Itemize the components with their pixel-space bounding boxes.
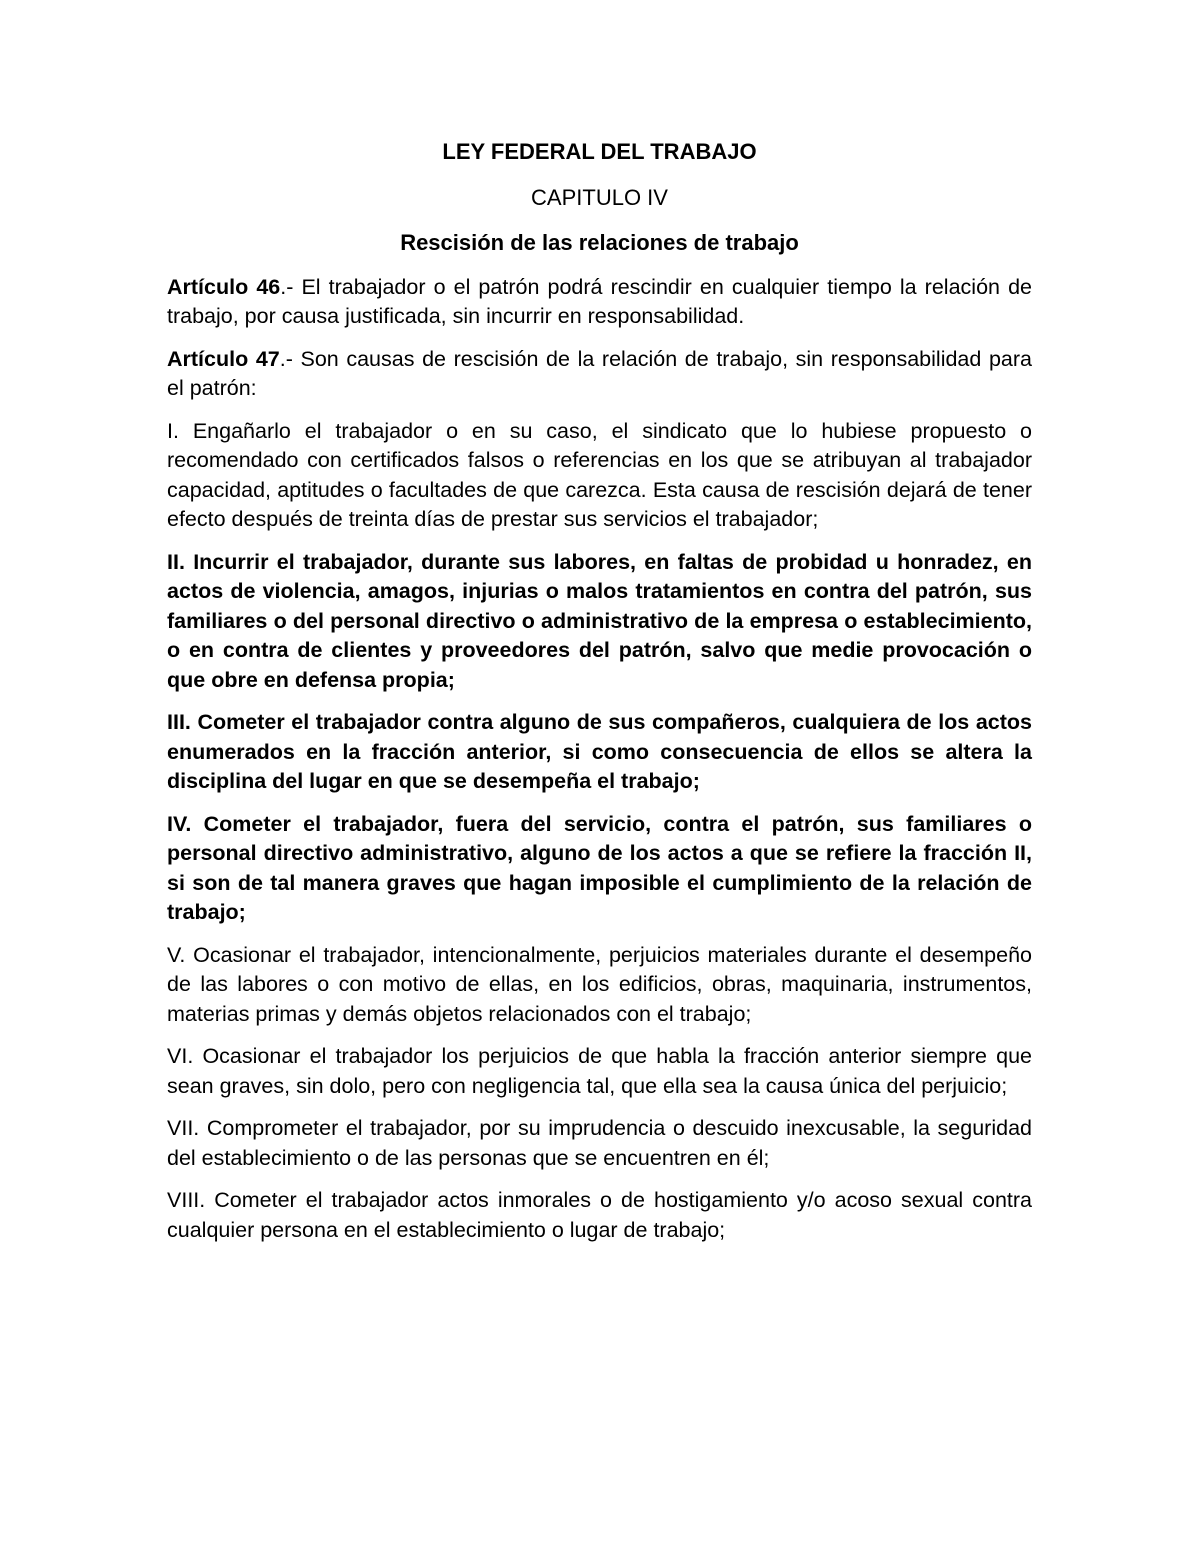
article-47-text: .- Son causas de rescisión de la relación de trabajo, sin responsabilidad para el patrón: xyxy=(167,346,1032,400)
article-47-label: Artículo 47 xyxy=(167,346,280,371)
article-46-label: Artículo 46 xyxy=(167,274,281,299)
fraction-v: V. Ocasionar el trabajador, intencionalmente, perjuicios materiales durante el desempeño de las labores o con motivo de ellas, en los edificios, obras, maquinaria, instrumentos, materias primas y demás objetos relacionados con el trabajo; xyxy=(167,942,1032,1026)
article-47 xyxy=(167,345,1032,404)
document-page xyxy=(167,0,1032,1245)
fraction-i: I. Engañarlo el trabajador o en su caso, el sindicato que lo hubiese propuesto o recomendado con certificados falsos o referencias en los que se atribuyan al trabajador capacidad, aptitudes o facultades de que carezca. Esta causa de rescisión dejará de tener efecto después de treinta días de prestar sus servicios el trabajador; xyxy=(167,418,1032,531)
document-title: LEY FEDERAL DEL TRABAJO xyxy=(442,139,757,164)
fraction-iv: IV. Cometer el trabajador, fuera del servicio, contra el patrón, sus familiares o personal directivo administrativo, alguno de los actos a que se refiere la fracción II, si son de tal manera graves que hagan imposible el cumplimiento de la relación de trabajo; xyxy=(167,811,1032,924)
article-46 xyxy=(167,273,1032,332)
fraction-viii: VIII. Cometer el trabajador actos inmorales o de hostigamiento y/o acoso sexual contra cualquier persona en el establecimiento o lugar de trabajo; xyxy=(167,1188,1032,1242)
fraction-vi: VI. Ocasionar el trabajador los perjuicios de que habla la fracción anterior siempre que sean graves, sin dolo, pero con negligencia tal, que ella sea la causa única del perjuicio; xyxy=(167,1044,1032,1098)
chapter-title: Rescisión de las relaciones de trabajo xyxy=(400,230,799,255)
chapter-number: CAPITULO IV xyxy=(531,184,668,210)
fraction-vii: VII. Comprometer el trabajador, por su imprudencia o descuido inexcusable, la seguridad del establecimiento o de las personas que se encuentren en él; xyxy=(167,1116,1032,1170)
article-46-text: .- El trabajador o el patrón podrá rescindir en cualquier tiempo la relación de trabajo, por causa justificada, sin incurrir en responsabilidad. xyxy=(167,274,1032,328)
fraction-ii: II. Incurrir el trabajador, durante sus labores, en faltas de probidad u honradez, en actos de violencia, amagos, injurias o malos tratamientos en contra del patrón, sus familiares o del personal directivo o administrativo de la empresa o establecimiento, o en contra de clientes y proveedores del patrón, salvo que medie provocación o que obre en defensa propia; xyxy=(167,549,1032,692)
fraction-iii: III. Cometer el trabajador contra alguno de sus compañeros, cualquiera de los actos enumerados en la fracción anterior, si como consecuencia de ellos se altera la disciplina del lugar en que se desempeña el trabajo; xyxy=(167,710,1032,793)
